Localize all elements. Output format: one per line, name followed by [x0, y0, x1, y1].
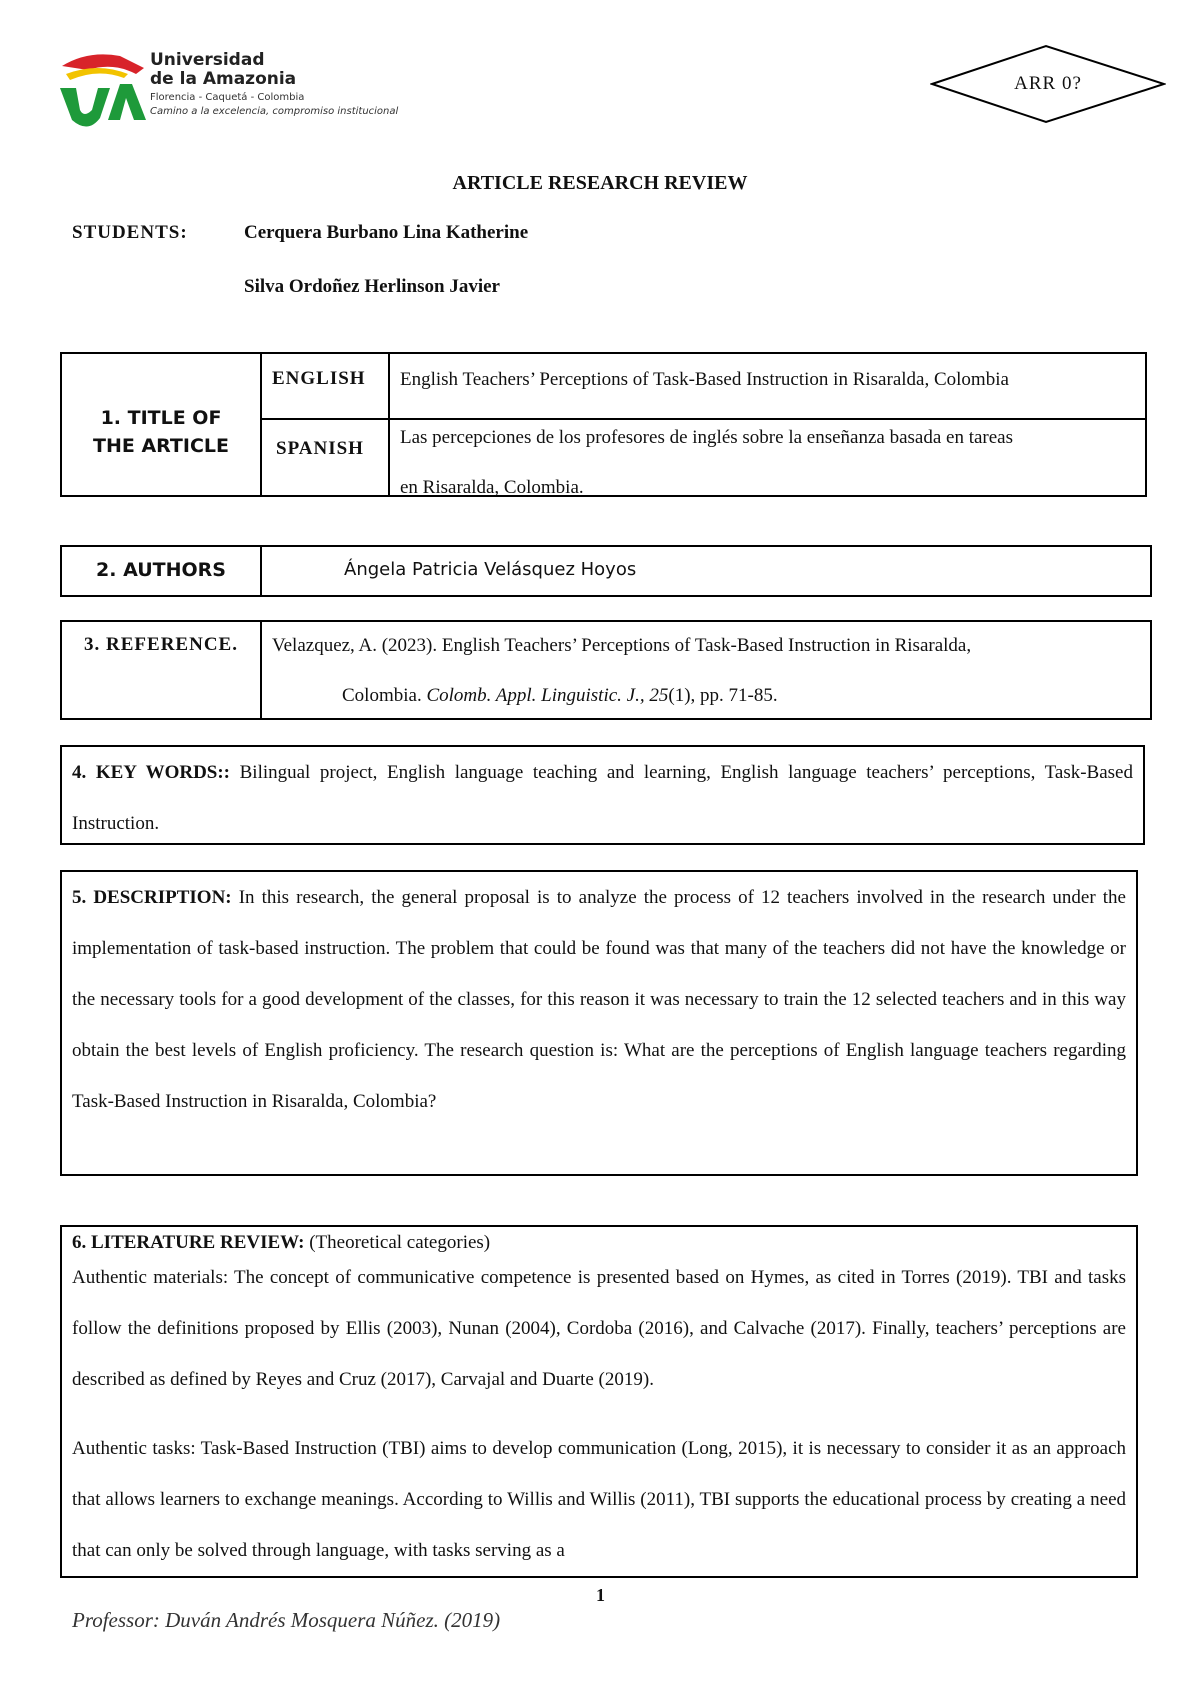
spanish-title-line-2: en Risaralda, Colombia.	[400, 477, 584, 498]
logo-line-2: de la Amazonia	[150, 69, 297, 89]
reference-label: 3. REFERENCE.	[84, 634, 238, 655]
student-name: Cerquera Burbano Lina Katherine	[244, 222, 529, 243]
logo-line-1: Universidad	[150, 50, 265, 70]
reference-line-2: Colombia. Colomb. Appl. Linguistic. J., 25(1), pp. 71-85.	[342, 685, 778, 706]
keywords-text: 4. KEY WORDS:: Bilingual project, English language teaching and learning, English language teachers’ perceptions, Task-Based Instruction.	[72, 762, 1133, 834]
reference-table	[60, 620, 1152, 720]
description-box	[60, 870, 1138, 1176]
page-number: 1	[596, 1585, 605, 1605]
keywords-box	[60, 745, 1145, 845]
students-label: STUDENTS:	[72, 222, 188, 243]
authors-label: 2. AUTHORS	[96, 559, 226, 581]
authors-table	[60, 545, 1152, 597]
description-label: 5. DESCRIPTION:	[72, 887, 232, 908]
english-title: English Teachers’ Perceptions of Task-Based Instruction in Risaralda, Colombia	[400, 369, 1009, 390]
literature-paragraph-1: Authentic materials: The concept of communicative competence is presented based on Hymes, as cited in Torres (2019). TBI and tasks follow the definitions proposed by Ellis (2003), Nunan (2004), Cordoba (2016), and Calvache (2017). Finally, teachers’ perceptions are described as defined by Reyes and Cruz (2017), Carvajal and Duarte (2019).	[72, 1267, 1126, 1390]
title-label: 1. TITLE OF THE ARTICLE	[93, 407, 229, 457]
literature-paragraph-2: Authentic tasks: Task-Based Instruction (TBI) aims to develop communication (Long, 2015), it is necessary to consider it as an approach that allows learners to exchange meanings. According to Willis and Willis (2011), TBI supports the educational process by creating a need that can only be solved through language, with tasks serving as a	[72, 1438, 1126, 1561]
literature-review-box	[60, 1225, 1138, 1578]
literature-heading: 6. LITERATURE REVIEW: (Theoretical categories)	[72, 1232, 491, 1253]
title-table	[60, 352, 1147, 497]
professor-note: Professor: Duván Andrés Mosquera Núñez. (2019)	[72, 1608, 501, 1632]
description-text: 5. DESCRIPTION: In this research, the general proposal is to analyze the process of 12 teachers involved in the research under the implementation of task-based instruction. The problem that could be found was that many of the teachers did not have the knowledge or the necessary tools for a good development of the classes, for this reason it was necessary to train the 12 selected teachers and in this way obtain the best levels of English proficiency. The research question is: What are the perceptions of English language teachers regarding Task-Based Instruction in Risaralda, Colombia?	[72, 887, 1126, 1112]
logo-line-4: Camino a la excelencia, compromiso institucional	[150, 106, 399, 117]
authors-value: Ángela Patricia Velásquez Hoyos	[344, 559, 637, 580]
spanish-label: SPANISH	[276, 438, 364, 459]
reference-line-1: Velazquez, A. (2023). English Teachers’ Perceptions of Task-Based Instruction in Risaralda,	[272, 635, 972, 656]
document-code-badge	[930, 44, 1166, 124]
literature-label: 6. LITERATURE REVIEW:	[72, 1232, 305, 1253]
keywords-label: 4. KEY WORDS::	[72, 762, 231, 783]
university-logo	[58, 48, 428, 128]
spanish-title-line-1: Las percepciones de los profesores de inglés sobre la enseñanza basada en tareas	[400, 427, 1014, 448]
university-emblem-icon	[58, 48, 148, 128]
english-label: ENGLISH	[272, 368, 366, 389]
student-name: Silva Ordoñez Herlinson Javier	[244, 276, 500, 297]
page-title: ARTICLE RESEARCH REVIEW	[452, 172, 748, 194]
logo-line-3: Florencia - Caquetá - Colombia	[150, 92, 305, 103]
badge-code: ARR 0?	[1014, 73, 1082, 94]
